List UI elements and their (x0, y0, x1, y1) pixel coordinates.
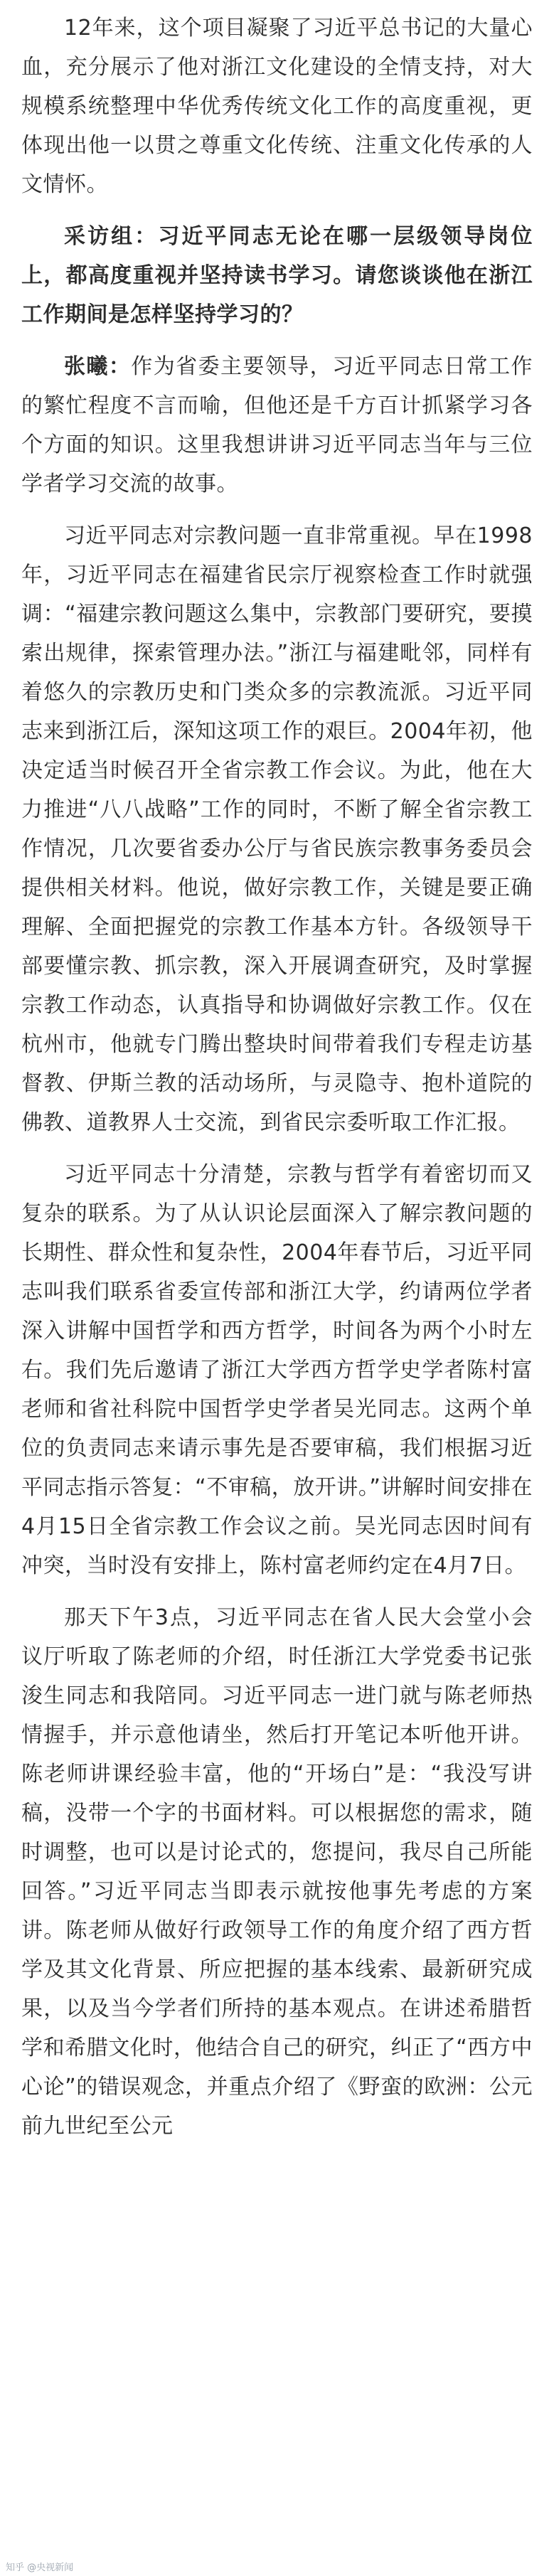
paragraph-intro: 12年来，这个项目凝聚了习近平总书记的大量心血，充分展示了他对浙江文化建设的全情支持，对大规模系统整理中华优秀传统文化工作的高度重视，更体现出他一以贯之尊重文化传统、注重文化传承的人文情怀。 (21, 16, 533, 197)
paragraph-lecture: 那天下午3点，习近平同志在省人民大会堂小会议厅听取了陈老师的介绍，时任浙江大学党委书记张浚生同志和我陪同。习近平同志一进门就与陈老师热情握手，并示意他请坐，然后打开笔记本听他开讲。陈老师讲课经验丰富，他的“开场白”是：“我没写讲稿，没带一个字的书面材料。可以根据您的需求，随时调整，也可以是讨论式的，您提问，我尽自己所能回答。”习近平同志当即表示就按他事先考虑的方案讲。陈老师从做好行政领导工作的角度介绍了西方哲学及其文化背景、所应把握的基本线索、最新研究成果，以及当今学者们所持的基本观点。在讲述希腊哲学和希腊文化时，他结合自己的研究，纠正了“西方中心论”的错误观念，并重点介绍了《野蛮的欧洲：公元前九世纪至公元 (21, 1605, 533, 2139)
paragraph-philosophy: 习近平同志十分清楚，宗教与哲学有着密切而又复杂的联系。为了从认识论层面深入了解宗教问题的长期性、群众性和复杂性，2004年春节后，习近平同志叫我们联系省委宣传部和浙江大学，约请两位学者深入讲解中国哲学和西方哲学，时间各为两个小时左右。我们先后邀请了浙江大学西方哲学史学者陈村富老师和省社科院中国哲学史学者吴光同志。这两个单位的负责同志来请示事先是否要审稿，我们根据习近平同志指示答复：“不审稿，放开讲。”讲解时间安排在4月15日全省宗教工作会议之前。吴光同志因时间有冲突，当时没有安排上，陈村富老师约定在4月7日。 (21, 1162, 533, 1578)
answer-text: 作为省委主要领导，习近平同志日常工作的繁忙程度不言而喻，但他还是千方百计抓紧学习各个方面的知识。这里我想讲讲习近平同志当年与三位学者学习交流的故事。 (21, 354, 533, 496)
interview-question: 采访组：习近平同志无论在哪一层级领导岗位上，都高度重视并坚持读书学习。请您谈谈他在浙江工作期间是怎样坚持学习的？ (21, 224, 533, 327)
speaker-label: 张曦： (64, 354, 132, 379)
paragraph-religion: 习近平同志对宗教问题一直非常重视。早在1998年，习近平同志在福建省民宗厅视察检查工作时就强调：“福建宗教问题这么集中，宗教部门要研究，要摸索出规律，探索管理办法。”浙江与福建毗邻，同样有着悠久的宗教历史和门类众多的宗教流派。习近平同志来到浙江后，深知这项工作的艰巨。2004年初，他决定适当时候召开全省宗教工作会议。为此，他在大力推进“八八战略”工作的同时，不断了解全省宗教工作情况，几次要省委办公厅与省民族宗教事务委员会提供相关材料。他说，做好宗教工作，关键是要正确理解、全面把握党的宗教工作基本方针。各级领导干部要懂宗教、抓宗教，深入开展调查研究，及时掌握宗教工作动态，认真指导和协调做好宗教工作。仅在杭州市，他就专门腾出整块时间带着我们专程走访基督教、伊斯兰教的活动场所，与灵隐寺、抱朴道院的佛教、道教界人士交流，到省民宗委听取工作汇报。 (21, 523, 533, 1135)
interview-answer (21, 347, 533, 504)
source-watermark: 知乎 @央视新闻 (6, 2562, 74, 2573)
